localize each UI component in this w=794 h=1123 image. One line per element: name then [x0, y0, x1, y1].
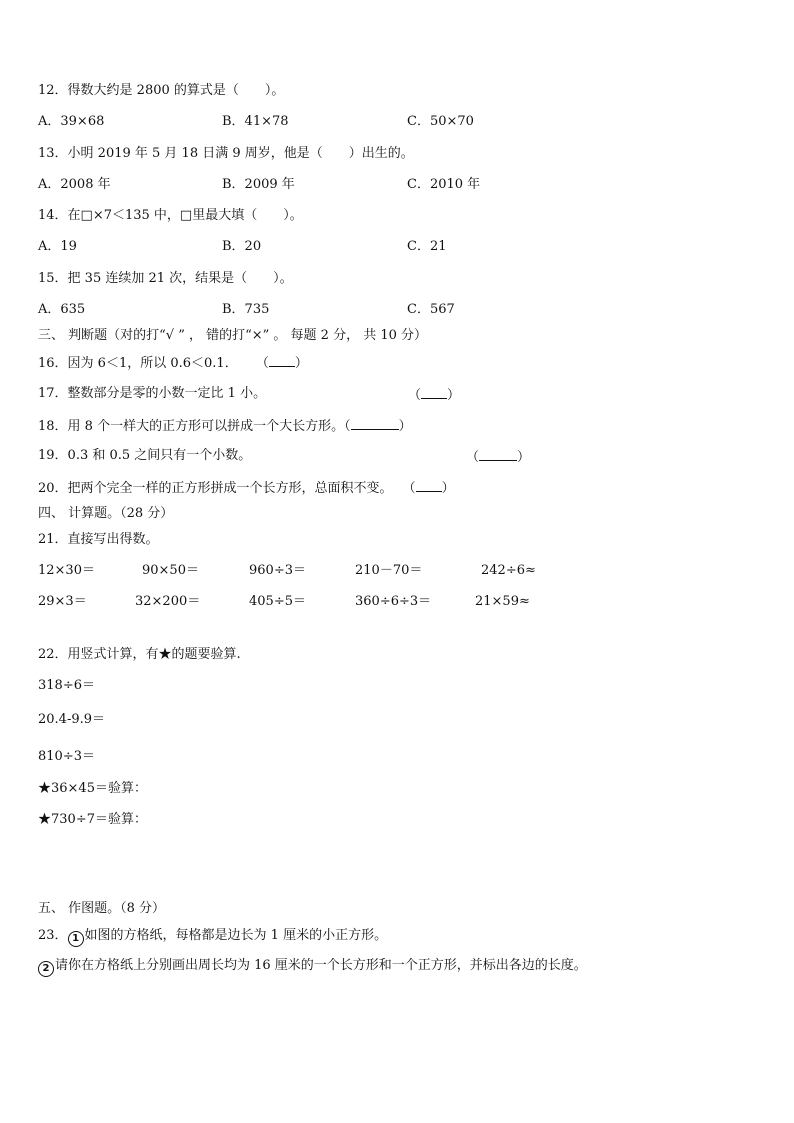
q13-stem: 13．小明 2019 年 5 月 18 日满 9 周岁，他是（ ）出生的。: [38, 146, 414, 161]
q20-text: 20．把两个完全一样的正方形拼成一个长方形，总面积不变。: [38, 481, 393, 496]
q12-option-c[interactable]: C．50×70: [407, 114, 474, 129]
circled-two: 2: [38, 961, 54, 977]
q16-stem: [38, 354, 308, 372]
q22-item: ★36×45＝验算：: [38, 781, 147, 796]
q15-option-c[interactable]: C．567: [407, 302, 455, 317]
q17-answer[interactable]: [408, 386, 460, 404]
q12-option-b[interactable]: B．41×78: [222, 114, 289, 129]
q22-item: 318÷6＝: [38, 678, 95, 693]
q17-paren-left: （: [408, 388, 422, 403]
q15-option-a[interactable]: A．635: [38, 302, 86, 317]
q19-answer-blank[interactable]: [479, 448, 517, 461]
q22-item: 810÷3＝: [38, 749, 95, 764]
q14-option-a[interactable]: A．19: [38, 239, 77, 254]
q16-paren-left: （: [255, 356, 269, 371]
q21-item: 210－70＝: [355, 563, 423, 578]
q23-text-1: 如图的方格纸，每格都是边长为 1 厘米的小正方形。: [84, 928, 388, 943]
q18-paren-right: ）: [398, 419, 412, 434]
section4-heading: 四、 计算题。（28 分）: [38, 506, 174, 521]
q23-text-2: 请你在方格纸上分别画出周长均为 16 厘米的一个长方形和一个正方形，并标出各边的长度。: [55, 958, 587, 973]
section3-heading: 三、 判断题（对的打“√ ” ， 错的打“×” 。 每题 2 分， 共 10 分）: [38, 328, 428, 343]
q21-item: 21×59≈: [475, 594, 530, 609]
q21-item: 960÷3＝: [249, 563, 306, 578]
q19-paren-right: ）: [517, 450, 531, 465]
q21-item: 360÷6÷3＝: [355, 594, 432, 609]
q23-line1: [38, 928, 387, 947]
q20-paren-right: ）: [441, 481, 455, 496]
q20-stem: [38, 479, 455, 497]
q16-text: 16．因为 6＜1，所以 0.6＜0.1．: [38, 356, 238, 371]
section5-heading: 五、 作图题。（8 分）: [38, 901, 166, 916]
q20-paren-left: （: [402, 481, 416, 496]
q22-item: 20.4-9.9＝: [38, 712, 106, 727]
q18-text: 18．用 8 个一样大的正方形可以拼成一个大长方形。: [38, 419, 345, 434]
q22-item: ★730÷7＝验算：: [38, 812, 147, 827]
q21-item: 242÷6≈: [481, 563, 536, 578]
q19-paren-left: （: [466, 450, 480, 465]
q18-paren-left: （: [344, 419, 351, 434]
q21-item: 90×50＝: [142, 563, 199, 578]
q19-stem: 19．0.3 和 0.5 之间只有一个小数。: [38, 448, 252, 463]
q13-option-b[interactable]: B．2009 年: [222, 177, 295, 192]
q18-stem: [38, 417, 412, 435]
q13-option-a[interactable]: A．2008 年: [38, 177, 111, 192]
q17-answer-blank[interactable]: [421, 386, 447, 399]
q20-answer-blank[interactable]: [416, 479, 442, 492]
q15-stem: 15．把 35 连续加 21 次，结果是（ ）。: [38, 271, 293, 286]
q19-answer[interactable]: [466, 448, 530, 466]
q21-item: 12×30＝: [38, 563, 95, 578]
q13-option-c[interactable]: C．2010 年: [407, 177, 481, 192]
q16-paren-right: ）: [294, 356, 308, 371]
q16-answer-blank[interactable]: [269, 354, 295, 367]
q15-option-b[interactable]: B．735: [222, 302, 270, 317]
circled-one: 1: [68, 931, 84, 947]
q12-option-a[interactable]: A．39×68: [38, 114, 105, 129]
q14-option-c[interactable]: C．21: [407, 239, 447, 254]
q17-paren-right: ）: [447, 388, 461, 403]
q14-option-b[interactable]: B．20: [222, 239, 262, 254]
q23-line2: [38, 958, 587, 977]
q23-number: 23．: [38, 928, 68, 943]
q14-stem: 14．在□×7＜135 中，□里最大填（ ）。: [38, 208, 303, 223]
q22-stem: 22．用竖式计算，有★的题要验算.: [38, 647, 241, 662]
q21-stem: 21．直接写出得数。: [38, 532, 159, 547]
q12-stem: 12．得数大约是 2800 的算式是（ ）。: [38, 83, 285, 98]
q21-item: 405÷5＝: [249, 594, 306, 609]
q21-item: 29×3＝: [38, 594, 87, 609]
q17-stem: 17．整数部分是零的小数一定比 1 小。: [38, 386, 267, 401]
q18-answer-blank[interactable]: [351, 417, 399, 430]
q21-item: 32×200＝: [135, 594, 201, 609]
